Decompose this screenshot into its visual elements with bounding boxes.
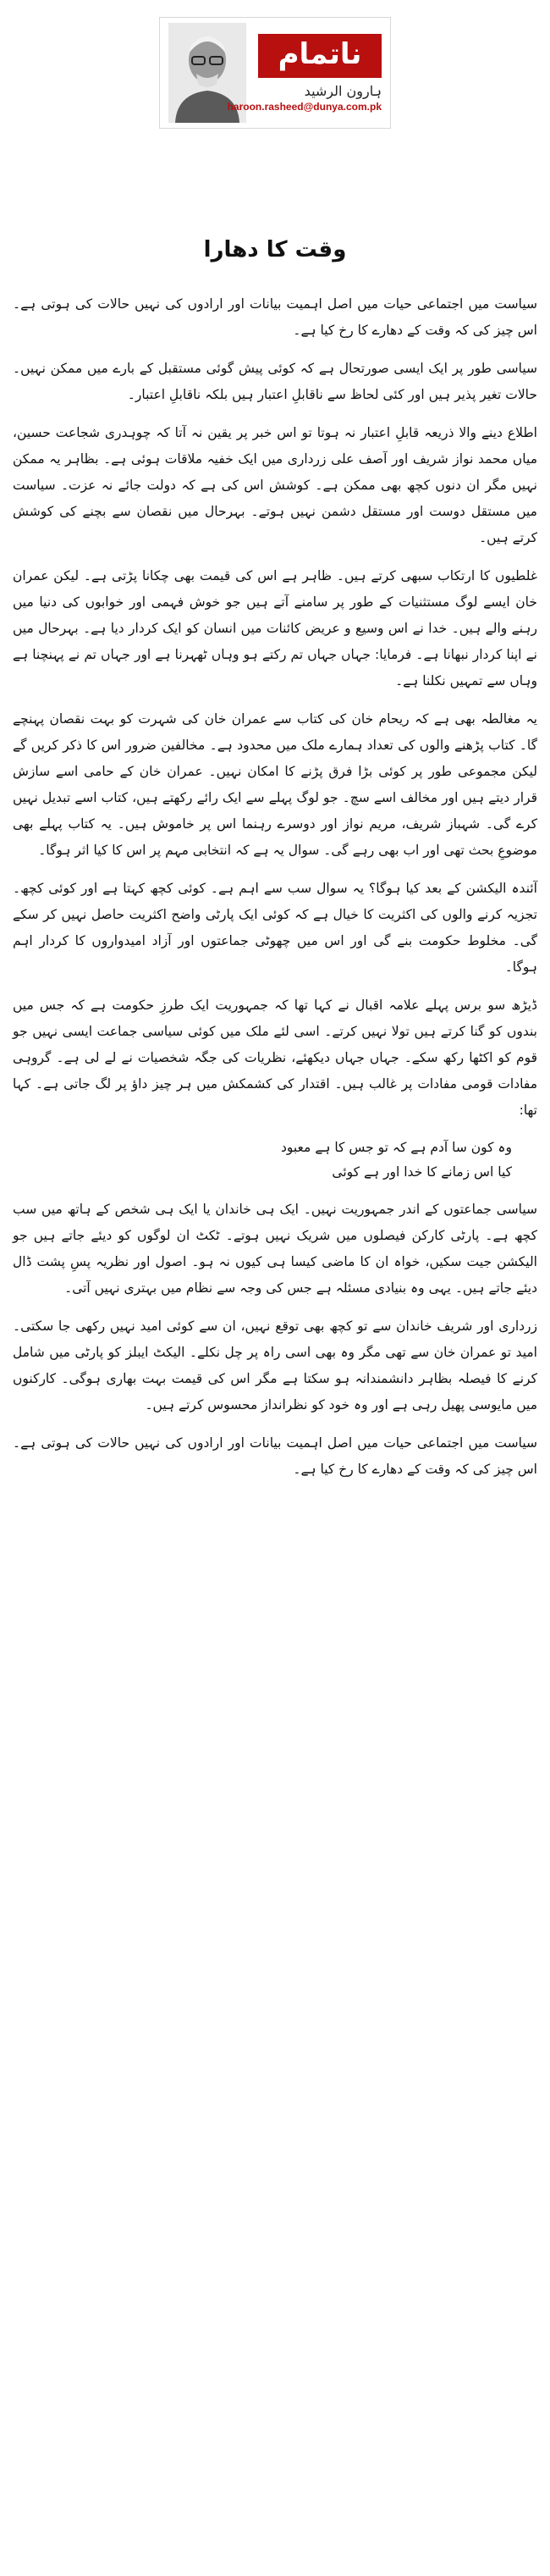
verse-line: وہ کون سا آدم ہے کہ تو جس کا ہے معبود — [280, 1140, 512, 1155]
article-column — [13, 0, 537, 1483]
paragraph: سیاسی جماعتوں کے اندر جمہوریت نہیں۔ ایک ہی خاندان یا ایک ہی شخص کے ہاتھ میں سب کچھ ہے۔ پارٹی کارکن فیصلوں میں شریک نہیں ہوتے۔ ٹکٹ ان لوگوں کو دیئے جاتے ہیں جو الیکشن جیت سکیں، خواہ ان کا ماضی کیسا ہی کیوں نہ ہو۔ اصول اور نظریہ پسِ پشت ڈال دیئے جاتے ہیں۔ یہی وہ بنیادی مسئلہ ہے جس کی وجہ سے نظام میں بہتری نہیں آتی۔ — [13, 1202, 537, 1296]
paragraph: سیاست میں اجتماعی حیات میں اصل اہمیت بیانات اور ارادوں کی نہیں حالات کی ہوتی ہے۔ اس چیز کی کہ وقت کے دھارے کا رخ کیا ہے۔ — [13, 296, 537, 338]
paragraph: سیاست میں اجتماعی حیات میں اصل اہمیت بیانات اور ارادوں کی نہیں حالات کی ہوتی ہے۔ اس چیز کی کہ وقت کے دھارے کا رخ کیا ہے۔ — [13, 1435, 537, 1477]
author-email: haroon.rasheed@dunya.com.pk — [227, 100, 382, 113]
author-name: ہارون الرشید — [304, 82, 382, 99]
poetry-couplet — [13, 1136, 512, 1185]
paragraph: ڈیڑھ سو برس پہلے علامہ اقبال نے کہا تھا کہ جمہوریت ایک طرزِ حکومت ہے کہ جس میں بندوں کو گنا کرتے ہیں تولا نہیں کرتے۔ اسی لئے ملک میں کوئی سیاسی جماعت ایسی نہیں جو قوم کو اکٹھا رکھ سکے۔ جہاں جہاں دیکھئے، نظریات کی جگہ شخصیات نے لے لی ہے۔ گروہی مفادات قومی مفادات پر غالب ہیں۔ اقتدار کی کشمکش میں ہر چیز داؤ پر لگ جاتی ہے۔ کہا تھا: — [13, 998, 537, 1118]
article-headline: وقت کا دھارا — [203, 237, 347, 263]
author-box — [159, 17, 391, 129]
paragraph: آئندہ الیکشن کے بعد کیا ہوگا؟ یہ سوال سب سے اہم ہے۔ کوئی کچھ کہتا ہے اور کوئی کچھ۔ تجزیہ کرنے والوں کی اکثریت کا خیال ہے کہ کوئی ایک پارٹی واضح اکثریت حاصل نہیں کر سکے گی۔ مخلوط حکومت بنے گی اور اس میں چھوٹی جماعتوں اور آزاد امیدواروں کا کردار اہم ہوگا۔ — [13, 881, 537, 975]
paragraph: زرداری اور شریف خاندان سے تو کچھ بھی توقع نہیں، ان سے کوئی امید نہیں رکھی جا سکتی۔ امید تو عمران خان سے تھی مگر وہ بھی اسی راہ پر چل نکلے۔ الیکٹ ایبلز کو پارٹی میں شامل کرنے کا فیصلہ بظاہر دانشمندانہ ہو سکتا ہے مگر اس کی قیمت بہت بھاری ہوگی۔ کارکنوں میں مایوسی پھیل رہی ہے اور وہ خود کو نظرانداز محسوس کرتے ہیں۔ — [13, 1318, 537, 1412]
column-header — [13, 17, 537, 229]
verse-line: کیا اس زمانے کا خدا اور ہے کوئی — [332, 1164, 512, 1180]
paragraph: سیاسی طور پر ایک ایسی صورتحال ہے کہ کوئی پیش گوئی مستقبل کے بارے میں ممکن نہیں۔ حالات تغیر پذیر ہیں اور کئی لحاظ سے ناقابلِ اعتبار ہیں بلکہ ناقابلِ اعتبار۔ — [13, 361, 537, 402]
paragraph: غلطیوں کا ارتکاب سبھی کرتے ہیں۔ ظاہر ہے اس کی قیمت بھی چکانا پڑتی ہے۔ لیکن عمران خان ایسے لوگ مستثنیات کے طور پر سامنے آتے ہیں جو خوش فہمی اور خوابوں کی دنیا میں رہنے والے ہیں۔ خدا نے اس وسیع و عریض کائنات میں انسان کو ایک کردار دیا ہے۔ بہرحال میں نے اپنا کردار نبھانا ہے۔ فرمایا: جہاں جہاں تم رکتے ہو وہاں ٹھہرنا ہے اور جہاں تم نے پہنچنا ہے وہاں سے تمہیں نکلنا ہے۔ — [13, 568, 537, 688]
paragraph: اطلاع دینے والا ذریعہ قابلِ اعتبار نہ ہوتا تو اس خبر پر یقین نہ آتا کہ چوہدری شجاعت حسین، میاں محمد نواز شریف اور آصف علی زرداری میں ایک خفیہ ملاقات ہوئی ہے۔ بظاہر یہ ممکن نہیں مگر ان دنوں کچھ بھی ممکن ہے۔ کوشش اس کی ہے کہ دولت جائے نہ عزت۔ سیاست میں مستقل دوست اور مستقل دشمن نہیں ہوتے۔ بہرحال میں نقصان سے بچنے کی کوشش کرتے ہیں۔ — [13, 425, 537, 545]
column-title-banner: ناتمام — [258, 34, 382, 78]
column-brand — [227, 34, 382, 113]
article-body-closing — [13, 1197, 537, 1483]
paragraph: یہ مغالطہ بھی ہے کہ ریحام خان کی کتاب سے عمران خان کی شہرت کو بہت نقصان پہنچے گا۔ کتاب پڑھنے والوں کی تعداد ہمارے ملک میں محدود ہے۔ مخالفین ضرور اس کا ذکر کریں گے لیکن مجموعی طور پر کوئی بڑا فرق پڑنے کا امکان نہیں۔ عمران خان کے حامی اسے سازش قرار دیتے ہیں اور مخالف اسے سچ۔ جو لوگ پہلے سے ایک رائے رکھتے ہیں، کتاب اسے تبدیل نہیں کرے گی۔ شہباز شریف، مریم نواز اور دوسرے رہنما اس پر خاموش ہیں۔ یہ کتاب پہلے بھی موضوعِ بحث تھی اور اب بھی رہے گی۔ سوال یہ ہے کہ انتخابی مہم پر اس کا کیا اثر ہوگا۔ — [13, 711, 537, 858]
article-body — [13, 291, 537, 1124]
